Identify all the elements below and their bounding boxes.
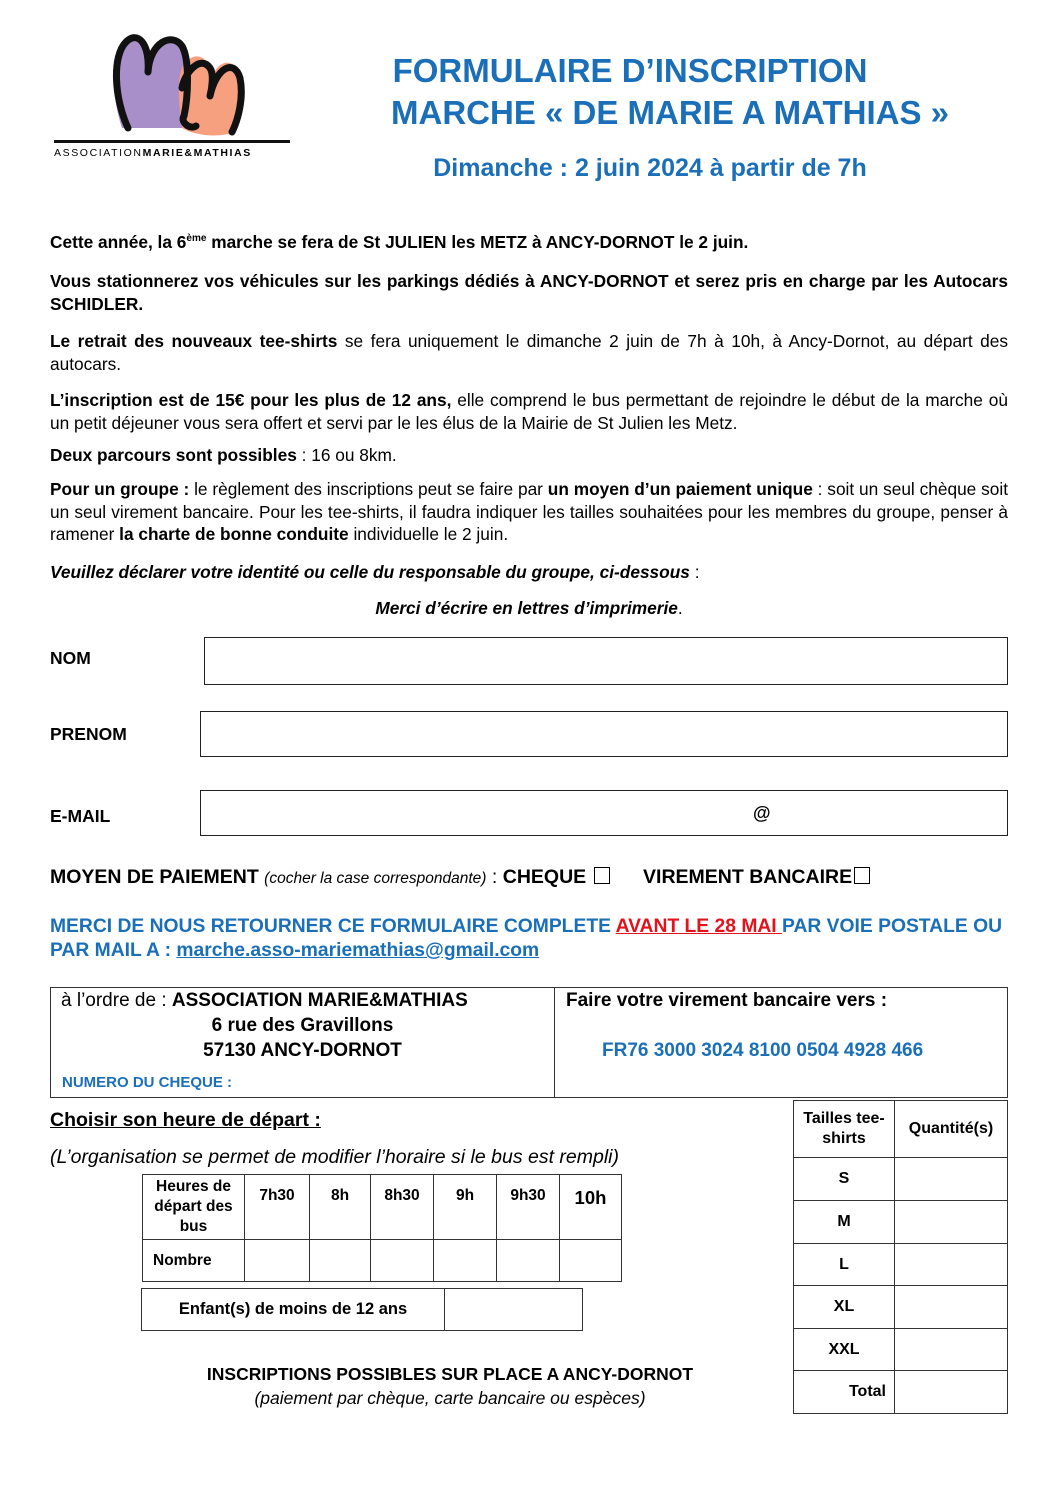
logo-underline — [54, 140, 290, 143]
email-at-sign: @ — [753, 803, 771, 823]
count-8h-input[interactable] — [310, 1240, 371, 1282]
children-count-input[interactable] — [445, 1289, 583, 1331]
time-8h30: 8h30 — [371, 1175, 434, 1240]
intro-paragraph-1: Cette année, la 6ème marche se fera de St JULIEN les METZ à ANCY-DORNOT le 2 juin. — [50, 231, 749, 252]
intro-paragraph-2: Vous stationnerez vos véhicules sur les parkings dédiés à ANCY-DORNOT et serez pris en charge par les Autocars SCHIDLER. — [50, 271, 1008, 314]
logo-caption: ASSOCIATIONMARIE&MATHIAS — [54, 147, 252, 159]
departure-row-header: Heures de départ des bus — [143, 1175, 245, 1240]
print-letters-instruction: Merci d’écrire en lettres d’imprimerie. — [375, 598, 683, 618]
onsite-payment-methods: (paiement par chèque, carte bancaire ou espèces) — [254, 1388, 646, 1408]
count-10h-input[interactable] — [560, 1240, 622, 1282]
intro-paragraph-5: Deux parcours sont possibles : 16 ou 8km. — [50, 445, 397, 465]
cheque-details: à l’ordre de : ASSOCIATION MARIE&MATHIAS 6 rue des Gravillons 57130 ANCY-DORNOT NUMERO DU CHEQUE : — [51, 988, 555, 1097]
return-notice: MERCI DE NOUS RETOURNER CE FORMULAIRE COMPLETE AVANT LE 28 MAI PAR VOIE POSTALE OU PAR MAIL A : marche.asso-mariemathias@gmail.com — [50, 916, 1002, 961]
nom-label: NOM — [50, 648, 91, 668]
children-label: Enfant(s) de moins de 12 ans — [142, 1289, 445, 1331]
intro-paragraph-4: L’inscription est de 15€ pour les plus de 12 ans, elle comprend le bus permettant de rejoindre le début de la marche où un petit déjeuner vous sera offert et servi par le les élus de la Mairie de St Julien les Metz. — [50, 390, 1008, 433]
email-input[interactable] — [200, 790, 1008, 836]
tshirt-size-header: Tailles tee-shirts — [794, 1101, 895, 1158]
size-s: S — [794, 1158, 895, 1201]
title-line-1: FORMULAIRE D’INSCRIPTION — [392, 52, 868, 89]
count-9h30-input[interactable] — [497, 1240, 560, 1282]
event-date: Dimanche : 2 juin 2024 à partir de 7h — [433, 154, 867, 182]
email-label: E-MAIL — [50, 806, 111, 826]
total-label: Total — [794, 1371, 895, 1414]
association-logo — [50, 28, 295, 163]
size-xl: XL — [794, 1286, 895, 1329]
qty-xxl-input[interactable] — [895, 1329, 1008, 1371]
nom-input[interactable] — [204, 637, 1008, 685]
time-9h: 9h — [434, 1175, 497, 1240]
title-line-2: MARCHE « DE MARIE A MATHIAS » — [391, 94, 949, 131]
qty-xl-input[interactable] — [895, 1286, 1008, 1329]
time-10h: 10h — [560, 1175, 622, 1240]
cheque-number-label: NUMERO DU CHEQUE : — [62, 1074, 233, 1091]
time-9h30: 9h30 — [497, 1175, 560, 1240]
onsite-registration-notice: INSCRIPTIONS POSSIBLES SUR PLACE A ANCY-DORNOT — [206, 1364, 694, 1384]
payment-details-box — [50, 987, 1008, 1098]
virement-checkbox[interactable] — [854, 867, 870, 884]
payment-method-row: MOYEN DE PAIEMENT (cocher la case correspondante) : CHEQUE VIREMENT BANCAIRE — [50, 866, 870, 889]
time-8h: 8h — [310, 1175, 371, 1240]
qty-l-input[interactable] — [895, 1244, 1008, 1286]
contact-email-link[interactable]: marche.asso-mariemathias@gmail.com — [176, 940, 540, 961]
departure-times-table — [142, 1174, 622, 1282]
departure-note: (L’organisation se permet de modifier l’horaire si le bus est rempli) — [50, 1146, 620, 1168]
size-xxl: XXL — [794, 1329, 895, 1371]
prenom-label: PRENOM — [50, 724, 127, 744]
identity-instruction: Veuillez déclarer votre identité ou celle du responsable du groupe, ci-dessous : — [50, 562, 700, 582]
qty-s-input[interactable] — [895, 1158, 1008, 1201]
total-input[interactable] — [895, 1371, 1008, 1414]
prenom-input[interactable] — [200, 711, 1008, 757]
time-7h30: 7h30 — [245, 1175, 310, 1240]
count-7h30-input[interactable] — [245, 1240, 310, 1282]
logo-mm-icon — [50, 28, 295, 138]
intro-paragraph-6: Pour un groupe : le règlement des inscriptions peut se faire par un moyen d’un paiement unique : soit un seul chèque soit un seul virement bancaire. Pour les tee-shirts, il faudra indiquer les tailles souhaitées pour les membres du groupe, penser à ramener la charte de bonne conduite individuelle le 2 juin. — [50, 479, 1009, 544]
size-m: M — [794, 1201, 895, 1244]
tshirt-sizes-table — [793, 1100, 1008, 1414]
qty-m-input[interactable] — [895, 1201, 1008, 1244]
cheque-checkbox[interactable] — [594, 867, 610, 884]
count-label: Nombre — [143, 1240, 245, 1282]
count-8h30-input[interactable] — [371, 1240, 434, 1282]
iban: FR76 3000 3024 8100 0504 4928 466 — [602, 1040, 924, 1061]
departure-heading: Choisir son heure de départ : — [50, 1109, 321, 1131]
intro-paragraph-3: Le retrait des nouveaux tee-shirts se fera uniquement le dimanche 2 juin de 7h à 10h, à Ancy-Dornot, au départ des autocars. — [50, 331, 1008, 374]
count-9h-input[interactable] — [434, 1240, 497, 1282]
transfer-details: Faire votre virement bancaire vers : FR76 3000 3024 8100 0504 4928 466 — [566, 990, 924, 1061]
children-table — [141, 1288, 583, 1331]
deadline: AVANT LE 28 MAI — [615, 916, 783, 937]
size-l: L — [794, 1244, 895, 1286]
tshirt-qty-header: Quantité(s) — [895, 1101, 1008, 1158]
